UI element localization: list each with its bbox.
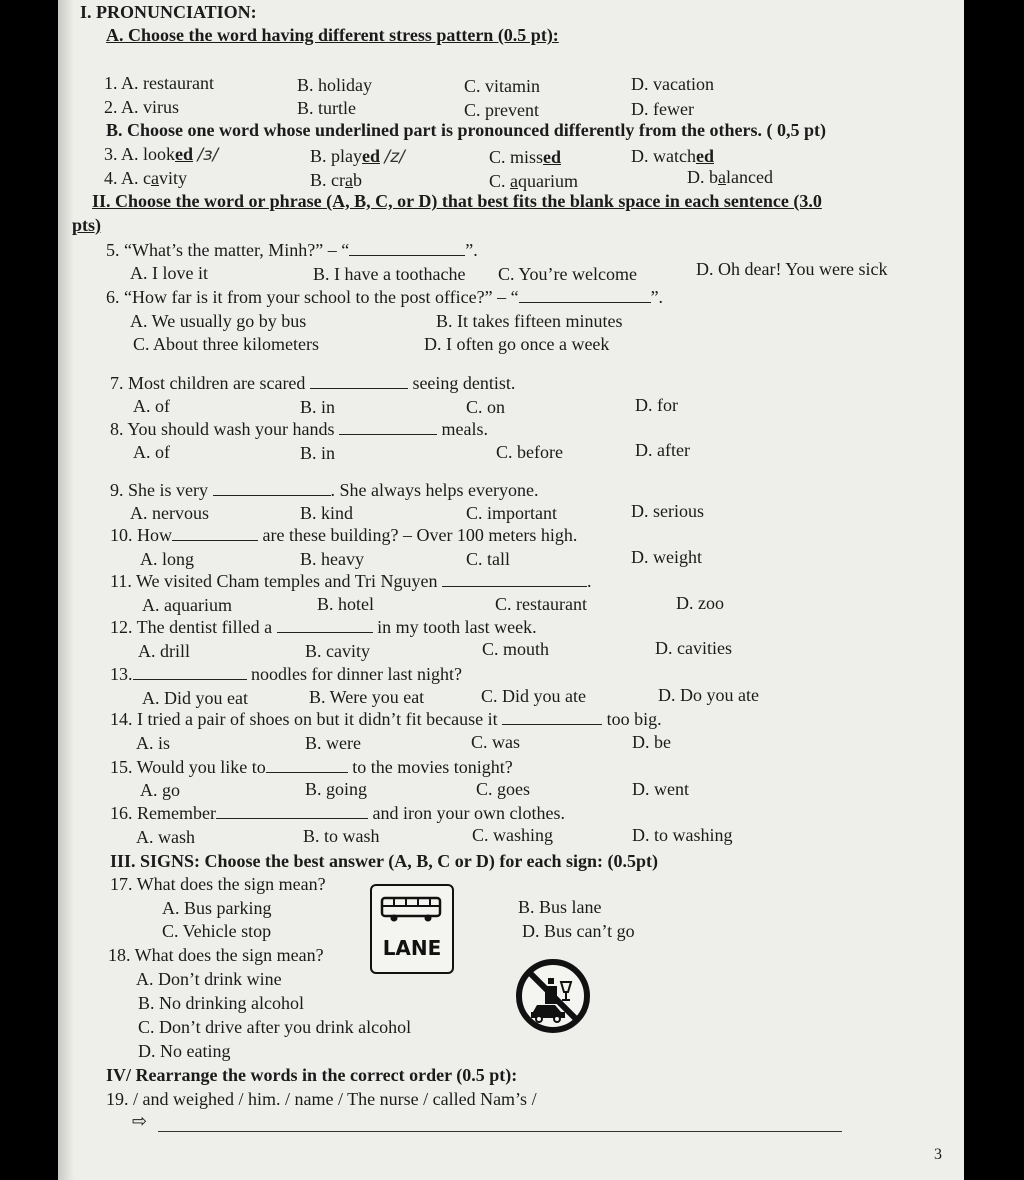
- q10-option-c: C. tall: [466, 549, 510, 569]
- q16-stem: 16. Remember and iron your own clothes.: [110, 803, 565, 823]
- q8-option-a: A. of: [133, 442, 170, 462]
- q15-option-b: B. going: [305, 779, 368, 799]
- q8-option-d: D. after: [635, 440, 690, 460]
- q13-option-d: D. Do you ate: [658, 685, 759, 705]
- handwritten-note-a: /ɜ/: [197, 145, 219, 165]
- q11-option-b: B. hotel: [317, 594, 374, 614]
- q5-option-a: A. I love it: [130, 263, 208, 283]
- q10-option-d: D. weight: [631, 547, 702, 567]
- q13-option-c: C. Did you ate: [481, 686, 586, 706]
- bus-lane-sign: [370, 884, 454, 974]
- q11-stem: 11. We visited Cham temples and Tri Nguyen .: [110, 571, 592, 591]
- q14-stem: 14. I tried a pair of shoes on but it didn’t fit because it too big.: [110, 709, 662, 729]
- q8-stem: 8. You should wash your hands meals.: [110, 419, 489, 439]
- q16-option-d: D. to washing: [632, 825, 733, 845]
- q17-option-a: A. Bus parking: [162, 898, 272, 918]
- q14-option-c: C. was: [471, 732, 520, 752]
- q10-stem: 10. How are these building? – Over 100 meters high.: [110, 525, 578, 545]
- q18-option-c: C. Don’t drive after you drink alcohol: [138, 1017, 412, 1037]
- q7-option-c: C. on: [466, 397, 506, 417]
- section-1-part-a: A. Choose the word having different stress pattern (0.5 pt):: [106, 25, 559, 45]
- q8-option-c: C. before: [496, 442, 563, 462]
- q10-option-b: B. heavy: [300, 549, 364, 569]
- q10-option-a: A. long: [140, 549, 194, 569]
- q8-option-b: B. in: [300, 443, 336, 463]
- q12-option-c: C. mouth: [482, 639, 550, 659]
- section-2-heading-line1: II. Choose the word or phrase (A, B, C, or D) that best fits the blank space in each sentence (3.0: [92, 191, 822, 211]
- q5-option-d: D. Oh dear! You were sick: [696, 259, 888, 279]
- q1-option-a: 1. A. restaurant: [104, 73, 214, 93]
- q5-stem: 5. “What’s the matter, Minh?” – “ ”.: [106, 240, 478, 260]
- q9-option-b: B. kind: [300, 503, 354, 523]
- q16-option-a: A. wash: [136, 827, 195, 847]
- q18-option-a: A. Don’t drink wine: [136, 969, 282, 989]
- q4-option-a: 4. A. cavity: [104, 168, 188, 188]
- q5-option-c: C. You’re welcome: [498, 264, 637, 284]
- q13-stem: 13. noodles for dinner last night?: [110, 664, 462, 684]
- q2-option-c: C. prevent: [464, 100, 539, 120]
- q1-option-b: B. holiday: [297, 75, 372, 95]
- q14-option-a: A. is: [136, 733, 171, 753]
- q11-option-c: C. restaurant: [495, 594, 587, 614]
- q1-option-d: D. vacation: [631, 74, 714, 94]
- q18-option-d: D. No eating: [138, 1041, 231, 1061]
- q7-stem: 7. Most children are scared seeing dentist.: [110, 373, 516, 393]
- q15-option-d: D. went: [632, 779, 689, 799]
- section-3-heading: III. SIGNS: Choose the best answer (A, B, C or D) for each sign: (0.5pt): [110, 851, 659, 871]
- q18-stem: 18. What does the sign mean?: [108, 945, 324, 965]
- q19-answer-line: [158, 1131, 842, 1132]
- arrow-right-icon: ⇨: [132, 1111, 148, 1132]
- q3-option-d: D. watched: [631, 146, 714, 166]
- q15-option-c: C. goes: [476, 779, 530, 799]
- q15-option-a: A. go: [140, 780, 180, 800]
- q15-stem: 15. Would you like to to the movies tonight?: [110, 757, 513, 777]
- q14-option-d: D. be: [632, 732, 671, 752]
- q3-option-c: C. missed: [489, 147, 562, 167]
- q4-option-d: D. balanced: [687, 167, 773, 187]
- q19-words: 19. / and weighed / him. / name / The nurse / called Nam’s /: [106, 1089, 537, 1109]
- q17-option-c: C. Vehicle stop: [162, 921, 272, 941]
- q3-option-b: B. played /z/: [310, 146, 405, 167]
- q9-option-c: C. important: [466, 503, 557, 523]
- q13-option-a: A. Did you eat: [142, 688, 248, 708]
- section-4-heading: IV/ Rearrange the words in the correct order (0.5 pt):: [106, 1065, 518, 1085]
- section-2-heading-line2: pts): [72, 215, 102, 235]
- section-1-heading: I. PRONUNCIATION:: [80, 2, 257, 22]
- q12-option-d: D. cavities: [655, 638, 732, 658]
- q13-option-b: B. Were you eat: [309, 687, 425, 707]
- q4-option-c: C. aquarium: [489, 171, 579, 191]
- q5-option-b: B. I have a toothache: [313, 264, 466, 284]
- q9-option-a: A. nervous: [130, 503, 209, 523]
- q6-option-c: C. About three kilometers: [133, 334, 319, 354]
- q17-option-b: B. Bus lane: [518, 897, 602, 917]
- handwritten-note-b: /z/: [384, 147, 405, 167]
- sign-lane-text: LANE: [382, 936, 442, 960]
- q7-option-b: B. in: [300, 397, 336, 417]
- q6-option-d: D. I often go once a week: [424, 334, 610, 354]
- q7-option-d: D. for: [635, 395, 678, 415]
- q6-option-b: B. It takes fifteen minutes: [436, 311, 623, 331]
- q12-option-a: A. drill: [138, 641, 190, 661]
- q2-option-d: D. fewer: [631, 99, 694, 119]
- q11-option-a: A. aquarium: [142, 595, 232, 615]
- q1-option-c: C. vitamin: [464, 76, 540, 96]
- q17-stem: 17. What does the sign mean?: [110, 874, 326, 894]
- q12-stem: 12. The dentist filled a in my tooth last week.: [110, 617, 537, 637]
- q2-option-a: 2. A. virus: [104, 97, 180, 117]
- q3-option-a: 3. A. looked /ɜ/: [104, 144, 219, 165]
- q12-option-b: B. cavity: [305, 641, 370, 661]
- q16-option-b: B. to wash: [303, 826, 380, 846]
- exam-page: [58, 0, 964, 1180]
- q2-option-b: B. turtle: [297, 98, 356, 118]
- bus-icon: [378, 894, 444, 924]
- q16-option-c: C. washing: [472, 825, 553, 845]
- page-fold-shadow: [58, 0, 74, 1180]
- q14-option-b: B. were: [305, 733, 361, 753]
- q9-stem: 9. She is very . She always helps everyone.: [110, 480, 539, 500]
- q6-option-a: A. We usually go by bus: [130, 311, 307, 331]
- q7-option-a: A. of: [133, 396, 170, 416]
- q11-option-d: D. zoo: [676, 593, 724, 613]
- q4-option-b: B. crab: [310, 170, 362, 190]
- section-1-part-b: B. Choose one word whose underlined part is pronounced differently from the others. ( 0,5 pt): [106, 120, 827, 140]
- q9-option-d: D. serious: [631, 501, 704, 521]
- q17-option-d: D. Bus can’t go: [522, 921, 635, 941]
- q6-stem: 6. “How far is it from your school to the post office?” – “ ”.: [106, 287, 664, 307]
- q18-option-b: B. No drinking alcohol: [138, 993, 304, 1013]
- page-number: 3: [934, 1146, 942, 1163]
- no-drink-driving-sign: [515, 958, 591, 1034]
